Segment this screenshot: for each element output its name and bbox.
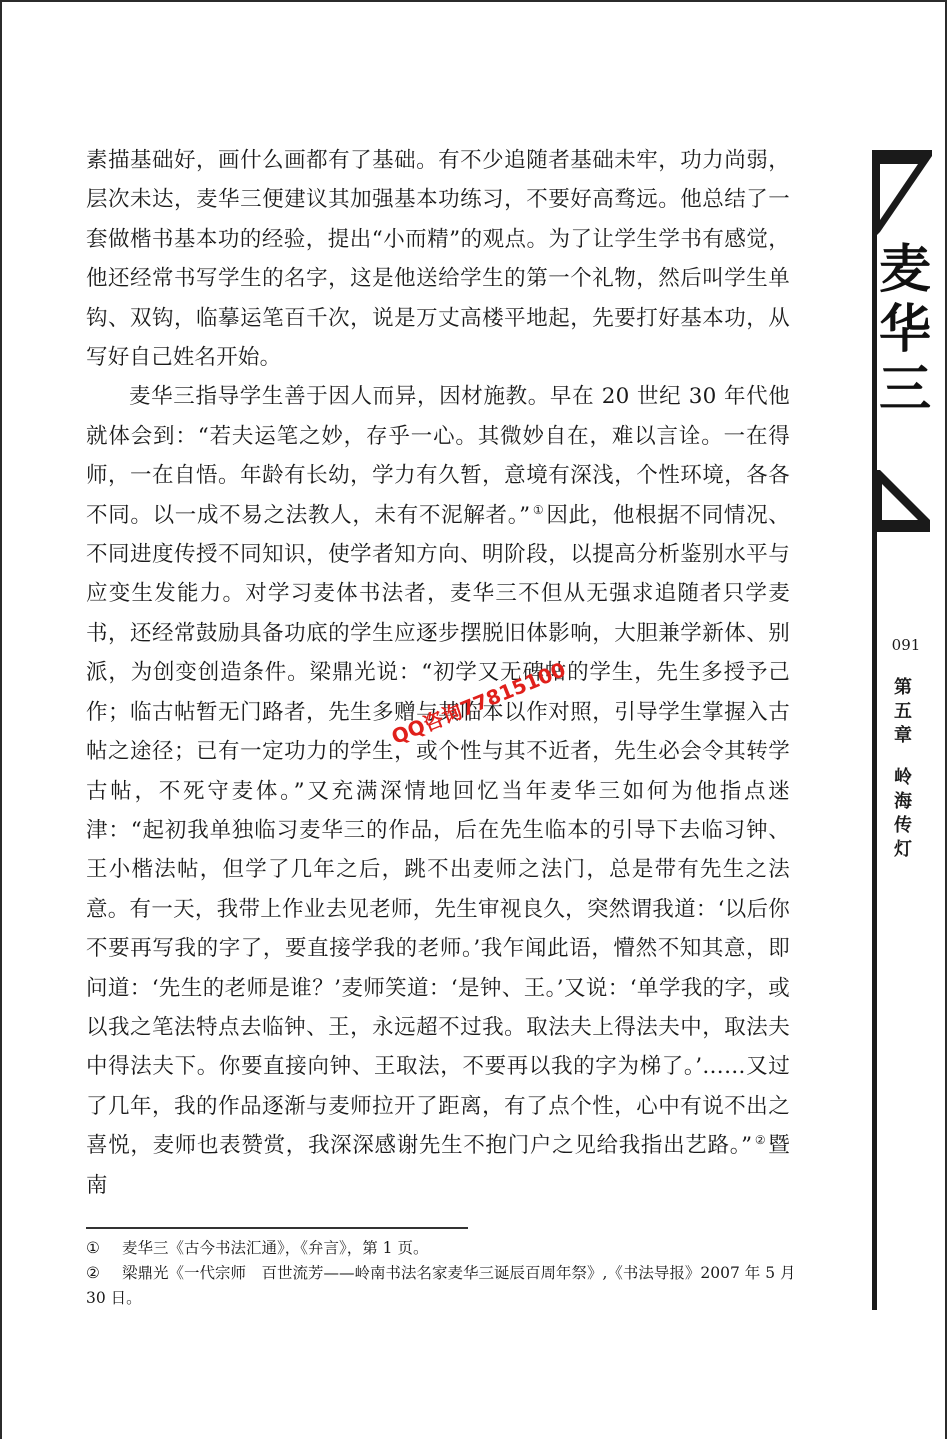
body-text: [86, 141, 790, 1205]
sidebar-title-char-3: 三: [878, 360, 931, 420]
section-char-3: 传: [894, 815, 912, 836]
footnote-divider: [86, 1227, 468, 1229]
paragraph-2-part-b: 因此，他根据不同情况、不同进度传授不同知识，使学者知方向、明阶段，以提高分析鉴别水平与应变生发能力。对学习麦体书法者，麦华三不但从无强求追随者只学麦书，还经常鼓励具备功底的学生应逐步摆脱旧体影响，大胆兼学新体、别派，为创变创造条件。梁鼎光说：“初学又无碑帖的学生，先生多授予己作；临古帖暂无门路者，先生多赠与其临本以作对照，引导学生掌握入古帖之途径；已有一定功力的学生，或个性与其不近者，先生必会令其转学古帖，不死守麦体。”又充满深情地回忆当年麦华三如何为他指点迷津：“起初我单独临习麦华三的作品，后在先生临本的引导下去临习钟、王小楷法帖，但学了几年之后，跳不出麦师之法门，总是带有先生之法意。有一天，我带上作业去见老师，先生审视良久，突然谓我道：‘以后你不要再写我的字了，要直接学我的老师。’我乍闻此语，懵然不知其意，即问道：‘先生的老师是谁？’麦师笑道：‘是钟、王。’又说：‘单学我的字，或以我之笔法特点去临钟、王，永远超不过我。取法夫上得法夫中，取法夫中得法夫下。你要直接向钟、王取法，不要再以我的字为梯了。’……又过了几年，我的作品逐渐与麦师拉开了距离，有了点个性，心中有说不出之喜悦，麦师也表赞赏，我深深感谢先生不抱门户之见给我指出艺路。”: [86, 502, 790, 1159]
section-char-2: 海: [894, 791, 912, 812]
chapter-char-1: 第: [894, 677, 912, 698]
footnote-ref-1[interactable]: ①: [532, 502, 545, 517]
page-number: 091: [891, 636, 921, 654]
sidebar-bottom-ornament: [872, 470, 932, 532]
paragraph-2-part-c: 暨南: [86, 1133, 790, 1198]
watermark-text: QQ咨询77815100: [388, 657, 569, 750]
footnote-2-mark: ②: [86, 1264, 100, 1282]
chapter-label: [886, 676, 920, 862]
sidebar-title-char-1: 麦: [878, 240, 931, 300]
footnote-1-mark: ①: [86, 1239, 100, 1257]
paragraph-2-part-a: 麦华三指导学生善于因人而异，因材施教。早在 20 世纪 30 年代他就体会到：“若夫运笔之妙，存乎一心。其微妙自在，难以言诠。一在得师，一在自悟。年龄有长幼，学力有久暂，意境有深浅，个性环境，各各不同。以一成不易之法教人，未有不泥解者。”: [86, 384, 790, 528]
footnotes: [86, 1236, 796, 1311]
footnote-2: [86, 1261, 796, 1311]
chapter-gap: [886, 748, 920, 766]
sidebar-top-ornament: [872, 150, 932, 240]
page-border-left: [0, 0, 2, 1439]
footnote-1: [86, 1236, 796, 1261]
section-char-4: 灯: [894, 839, 912, 860]
page-border-top: [0, 0, 947, 2]
section-char-1: 岭: [894, 767, 912, 788]
sidebar-title: [875, 240, 935, 420]
paragraph-1: 素描基础好，画什么画都有了基础。有不少追随者基础未牢，功力尚弱，层次未达，麦华三便建议其加强基本功练习，不要好高骛远。他总结了一套做楷书基本功的经验，提出“小而精”的观点。为了让学生学书有感觉，他还经常书写学生的名字，这是他送给学生的第一个礼物，然后叫学生单钩、双钩，临摹运笔百千次，说是万丈高楼平地起，先要打好基本功，从写好自己姓名开始。: [86, 148, 790, 371]
chapter-char-2: 五: [894, 701, 912, 722]
footnote-2-text: 梁鼎光《一代宗师 百世流芳——岭南书法名家麦华三诞辰百周年祭》,《书法导报》2007 年 5 月 30 日。: [86, 1264, 796, 1307]
chapter-char-3: 章: [894, 725, 912, 746]
paragraph-2: [86, 377, 790, 1205]
sidebar-title-char-2: 华: [878, 300, 931, 360]
footnote-ref-2[interactable]: ②: [754, 1133, 767, 1147]
footnote-1-text: 麦华三《古今书法汇通》，《弁言》，第 1 页。: [122, 1239, 429, 1257]
